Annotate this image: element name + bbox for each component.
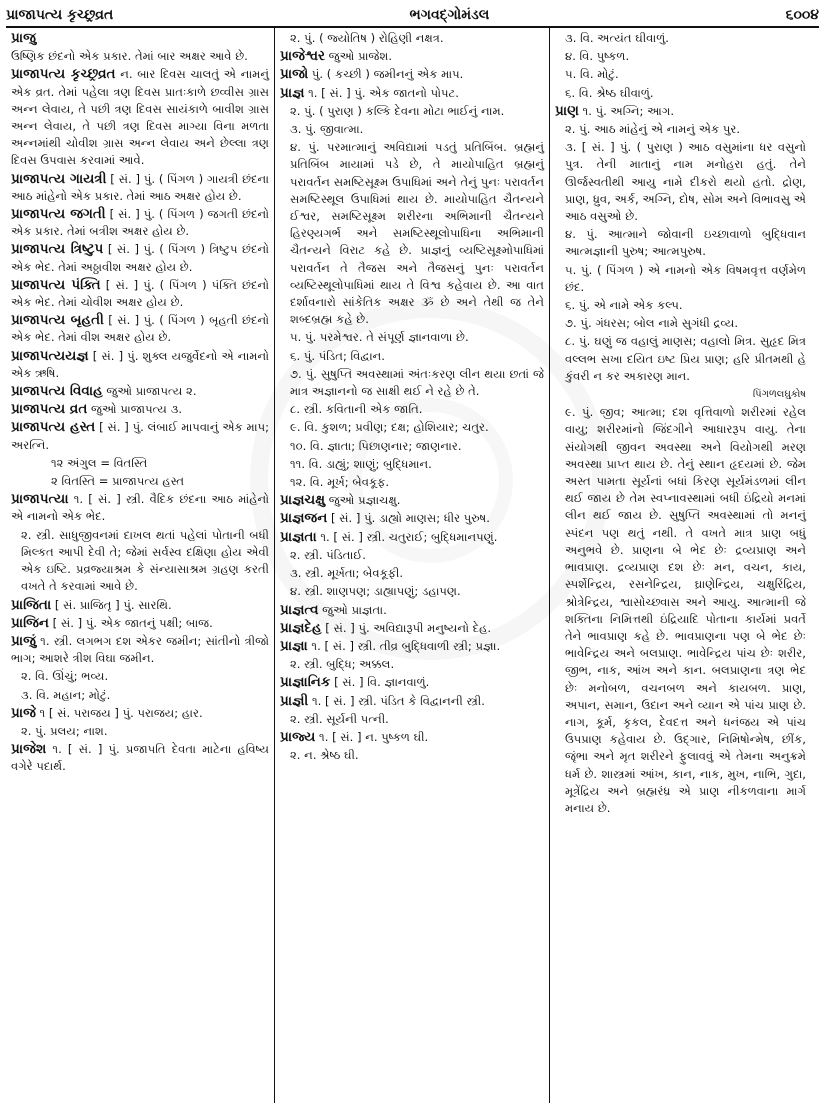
dictionary-entry bbox=[11, 723, 269, 740]
dictionary-entry bbox=[11, 66, 269, 169]
definition-text: ૮. પું. ઘણું જ વહાલું માણસ; વહાલો મિત્ર. સુહૃદ મિત્ર વલ્લભ સખા દયિત ઇષ્ટ પ્રિય પ્રાણ; હરિ પ્રીતમથી હે કુંવરી ન કર અકારણ માન. bbox=[565, 334, 806, 383]
definition-text: ૬. પું. પંડિત; વિદ્વાન. bbox=[290, 348, 385, 363]
dictionary-entry bbox=[555, 297, 806, 314]
dictionary-entry bbox=[11, 241, 269, 275]
dictionary-entry bbox=[280, 529, 544, 546]
headword: પ્રાજ્ઞાનિક bbox=[280, 674, 331, 691]
definition-text: ૩. વિ. મહાન; મોટું. bbox=[21, 687, 111, 702]
definition-text: ૨. પું. ( પુરાણ ) કલ્કિ દેવના મોટા ભાઈનું નામ. bbox=[290, 103, 505, 118]
definition-text: ૩. [ સં. ] પું. ( પુરાણ ) આઠ વસુમાંના ધર વસુનો પુત્ર. તેની માતાનું નામ મનોહરા હતું. તેને ઊર્જસ્વતીથી આયુ નામે દીકરો થયો હતો. દ્રોણ, પ્રાણ, ધ્રુવ, અર્ક, અગ્નિ, દોષ, સોમ અને વિભાવસુ એ આઠ વસુઓ છે. bbox=[565, 140, 806, 224]
headword: પ્રાજાપત્ય વિવાહ bbox=[11, 383, 103, 400]
definition-text: ૬. વિ. શ્રેષ્ઠ ઘીવાળું. bbox=[565, 85, 654, 100]
definition-text: જુઓ પ્રાજેશ. bbox=[328, 49, 393, 64]
dictionary-entry bbox=[280, 48, 544, 65]
headword: પ્રાજુ bbox=[11, 30, 36, 46]
definition-text: ૩. સ્ત્રી. મૂર્ખતા; બેવકૂફી. bbox=[290, 566, 404, 581]
definition-text: ૨. પું. પ્રલય; નાશ. bbox=[21, 723, 108, 738]
headword: પ્રાજ્ઞદેહ bbox=[280, 619, 322, 636]
definition-text: ૨ વિતસ્તિ = પ્રાજાપત્ય હસ્ત bbox=[51, 474, 185, 489]
dictionary-entry bbox=[555, 30, 806, 47]
definition-text: ઉષ્ણિક છંદનો એક પ્રકાર. તેમાં બાર અક્ષર આવે છે. bbox=[11, 49, 248, 64]
dictionary-entry bbox=[11, 348, 269, 382]
definition-text: [ સં. ] પું. ( પિંગળ ) પંક્તિ છંદનો એક ભેદ. તેમાં ચોવીશ અક્ષર હોય છે. bbox=[11, 277, 269, 310]
definition-text: ૧. [ સં. ] સ્ત્રી. તીવ્ર બુદ્ધિવાળી સ્ત્રી; પ્રજ્ઞા. bbox=[311, 638, 501, 653]
headword: પ્રાજ્ઞચક્ષુ bbox=[280, 492, 326, 509]
headword: પ્રાજેશ્વર bbox=[280, 48, 325, 65]
headword: પ્રાજ્ઞજન bbox=[280, 510, 328, 527]
definition-text: ૧. [ સં. ] ન. પુષ્કળ ઘી. bbox=[319, 729, 429, 744]
definition-text: ૫. પું. પરમેશ્વર. તે સંપૂર્ણ જ્ઞાનવાળા છે. bbox=[290, 330, 469, 345]
dictionary-entry bbox=[555, 139, 806, 225]
dictionary-entry bbox=[280, 139, 544, 328]
dictionary-entry bbox=[11, 312, 269, 346]
dictionary-entry bbox=[280, 366, 544, 400]
headword: પ્રાજ્ઞત્વ bbox=[280, 601, 319, 618]
page-number: ૬૦૦૪ bbox=[785, 7, 819, 23]
dictionary-entry bbox=[555, 315, 806, 332]
dictionary-entry bbox=[555, 262, 806, 296]
header-title: ભગવદ્ગોમંડલ bbox=[409, 7, 490, 23]
headword: પ્રાજાપત્ય વ્રત bbox=[11, 401, 88, 418]
dictionary-entry bbox=[11, 383, 269, 400]
dictionary-entry bbox=[555, 85, 806, 102]
dictionary-entry bbox=[11, 473, 269, 490]
headword: પ્રાજાપત્ય ત્રિષ્ટુપ bbox=[11, 241, 104, 258]
definition-text: [ સં. ] પું. ( પિંગળ ) ગાયત્રી છંદના આઠ માંહેનો એક પ્રકાર. તેમાં આઠ અક્ષર હોય છે. bbox=[11, 171, 269, 203]
headword: પ્રાજિન bbox=[11, 614, 49, 631]
definition-text: ૪. પું. આત્માને જોવાની ઇચ્છાવાળો બુદ્ધિવાન આત્મજ્ઞાની પુરુષ; આત્મપુરુષ. bbox=[565, 227, 806, 259]
definition-text: ૨. સ્ત્રી. સાધુજીવનમાં દાખલ થતાં પહેલાં પોતાની બધી મિલ્કત આપી દેવી તે; જેમાં સર્વસ્વ દક્ષિણા હોય એવી એક ઇષ્ટિ. પ્રવ્રજ્યાશ્રમ કે સંન્યાસાશ્રમ ગ્રહણ કરતી વખતે તે કરવામાં આવે છે. bbox=[21, 527, 269, 594]
headword: પ્રાજ્ય bbox=[280, 728, 316, 745]
headword: પ્રાજાપત્ય જગતી bbox=[11, 206, 106, 223]
column-1 bbox=[6, 28, 274, 1103]
definition-text: ૩. વિ. અત્યંત ઘીવાળું. bbox=[565, 31, 669, 45]
dictionary-entry bbox=[280, 329, 544, 346]
definition-text: [ સં. ] પું. ( પિંગળ ) ત્રિષ્ટુપ છંદનો એક ભેદ. તેમાં અઠ્ઠાવીશ અક્ષર હોય છે. bbox=[11, 242, 270, 274]
definition-text: ૬. પું. એ નામે એક કલ્પ. bbox=[565, 298, 683, 313]
headword: પ્રાજિતા bbox=[11, 596, 52, 613]
definition-text: [ સં. ] પું. ( પિંગળ ) બૃહતી છંદનો એક ભેદ. તેમાં વીશ અક્ષર હોય છે. bbox=[11, 313, 270, 345]
definition-text: [ સં. ] વિ. જ્ઞાનવાળું. bbox=[334, 675, 430, 690]
headword: પ્રાજ્ઞતા bbox=[280, 528, 317, 545]
dictionary-entry bbox=[280, 583, 544, 600]
definition-text: ૧ [ સં. પરાજય ] પું. પરાજય; હાર. bbox=[39, 705, 203, 720]
dictionary-entry bbox=[555, 226, 806, 260]
dictionary-entry bbox=[555, 404, 806, 817]
dictionary-entry bbox=[280, 85, 544, 102]
definition-text: [ સં. ] પું. લંબાઈ માપવાનું એક માપ; અરત્નિ. bbox=[11, 420, 269, 452]
columns bbox=[6, 28, 819, 1103]
definition-text: ૧. [ સં. ] સ્ત્રી. પંડિત કે વિદ્વાનની સ્ત્રી. bbox=[311, 693, 485, 708]
headword: પ્રાજાપત્ય પંક્તિ bbox=[11, 276, 101, 293]
headword: પ્રાજેશ bbox=[11, 741, 47, 758]
definition-text: ૧. [ સં. ] પું. એક જાતનો પોપટ. bbox=[308, 85, 459, 100]
dictionary-entry bbox=[280, 510, 544, 527]
column-3 bbox=[550, 28, 811, 1103]
dictionary-entry bbox=[11, 668, 269, 685]
definition-text: ૭. પું. ગંધરસ; બોલ નામે સુગંધી દ્રવ્ય. bbox=[565, 316, 739, 331]
headword: પ્રાજ્ઞી bbox=[280, 692, 309, 709]
definition-text: ૨. સ્ત્રી. બુદ્ધિ; અક્કલ. bbox=[290, 657, 395, 672]
dictionary-entry bbox=[280, 66, 544, 83]
dictionary-entry bbox=[11, 401, 269, 418]
definition-text: ૧. [ સં. ] સ્ત્રી. વૈદિક છંદના આઠ માંહેનો એ નામનો એક ભેદ. bbox=[11, 492, 269, 524]
definition-text: ૧૦. વિ. જ્ઞાતા; પિછાણનાર; જાણનાર. bbox=[290, 438, 462, 453]
dictionary-entry bbox=[280, 602, 544, 619]
definition-text: [ સં. ] પું. શુક્લ યજુર્વેદનો એ નામનો એક ઋષિ. bbox=[11, 348, 270, 380]
dictionary-entry bbox=[555, 66, 806, 83]
headword: પ્રાજાપત્ય કૃચ્છ્રવ્રત bbox=[11, 66, 116, 83]
dictionary-entry bbox=[555, 48, 806, 65]
dictionary-entry bbox=[280, 693, 544, 710]
definition-text: ૧. [ સં. ] સ્ત્રી. ચતુરાઈ; બુદ્ધિમાનપણું. bbox=[320, 529, 498, 544]
dictionary-entry bbox=[11, 687, 269, 704]
dictionary-entry bbox=[11, 705, 269, 722]
definition-text: પિંગળલઘુકોષ bbox=[752, 389, 806, 401]
dictionary-entry bbox=[11, 206, 269, 240]
dictionary-entry bbox=[280, 438, 544, 455]
definition-text: [ સં. ] પું. ડાહ્યો માણસ; ધીર પુરુષ. bbox=[330, 511, 490, 526]
page-header bbox=[6, 4, 819, 28]
dictionary-entry bbox=[280, 121, 544, 138]
definition-text: ૨. પું. આઠ માંહેનું એ નામનું એક પુર. bbox=[565, 122, 741, 137]
definition-text: ૯. પું. જીવ; આત્મા; દશ વૃત્તિવાળો શરીરમાં રહેલ વાયુ; શરીરમાંનો જિંદગીને આધારરૂપ વાયુ. તેના સંયોગથી જીવન અવસ્થા અને વિયોગથી મરણ અવસ્થા પ્રાપ્ત થાય છે. તેનું સ્થાન હૃદયમાં છે. જેમ અસ્ત પામતા સૂર્યનાં બધાં કિરણ સૂર્યમંડળમાં લીન થઈ જાય છે તેમ સ્વપ્નાવસ્થામાં બધી ઇંદ્રિયો મનમાં લીન થઈ જાય છે. સુષુપ્તિ અવસ્થામાં તો મનનું સ્પંદન પણ થતું નથી. તે વખતે માત્ર પ્રાણ બધું અનુભવે છે. પ્રાણના બે ભેદ છેઃ દ્રવ્યપ્રાણ અને ભાવપ્રાણ. દ્રવ્યપ્રાણ દશ છેઃ મન, વચન, કાય, સ્પર્શેન્દ્રિય, રસનેન્દ્રિય, ઘ્રાણેન્દ્રિય, ચક્ષુરિંદ્રિય, શ્રોત્રેન્દ્રિય, શ્વાસોચ્છ્વાસ અને આયુ. આત્માની જે શક્તિના નિમિત્તથી ઇંદ્રિયાદિ પોતાના કાર્યમાં પ્રવર્તે તેને ભાવપ્રાણ કહે છે. ભાવપ્રાણના પણ બે ભેદ છેઃ ભાવેન્દ્રિય અને બલપ્રાણ. ભાવેન્દ્રિય પાંચ છેઃ શરીર, જીભ, નાક, આંખ અને કાન. બલપ્રાણના ત્રણ ભેદ છેઃ મનોબળ, વચનબળ અને કાયબળ. પ્રાણ, અપાન, સમાન, ઉદાન અને વ્યાન એ પાંચ પ્રાણ છે. નાગ, કૂર્મ, કૃકલ, દેવદત્ત અને ધનંજય એ પાંચ ઉપપ્રાણ કહેવાય છે. ઉદ્ગાર, નિમિષોન્મેષ, છીંક, જૃંભા અને મૃત શરીરને ફુલાવવું એ તેમના અનુક્રમે ધર્મ છે. શાસ્ત્રમાં આંખ, કાન, નાક, મુખ, નાભિ, ગુદા, મૂત્રેંદ્રિય અને બ્રહ્મરંધ્ર એ પ્રાણ નીકળવાના માર્ગ મનાય છે. bbox=[565, 405, 806, 815]
headword: પ્રાજાપત્ય ગાયત્રી bbox=[11, 170, 107, 187]
dictionary-entry bbox=[280, 711, 544, 728]
definition-text: [ સં. ] પું. અવિદ્યારૂપી મનુષ્યનો દેહ. bbox=[325, 620, 492, 635]
definition-text: ૩. પું. જીવાત્મા. bbox=[290, 122, 364, 137]
dictionary-entry bbox=[11, 455, 269, 472]
dictionary-entry bbox=[280, 674, 544, 691]
dictionary-entry bbox=[11, 30, 269, 47]
dictionary-entry bbox=[280, 547, 544, 564]
dictionary-entry bbox=[555, 103, 806, 120]
dictionary-entry bbox=[11, 597, 269, 614]
column-2 bbox=[274, 28, 550, 1103]
headword: પ્રાજાપત્ય હસ્ત bbox=[11, 419, 96, 436]
definition-text: ૨. સ્ત્રી. પંડિતાઈ. bbox=[290, 547, 366, 562]
dictionary-entry bbox=[555, 386, 806, 403]
definition-text: ૧૧. વિ. ડાહ્યું; શાણું; બુદ્ધિમાન. bbox=[290, 456, 432, 471]
definition-text: ૪. વિ. પુષ્કળ. bbox=[565, 49, 630, 64]
header-left-guideword: પ્રાજાપત્ય કૃચ્છ્રવ્રત bbox=[6, 7, 114, 23]
dictionary-entry bbox=[280, 638, 544, 655]
headword: પ્રાજ્ઞ bbox=[280, 84, 305, 101]
dictionary-entry bbox=[11, 633, 269, 667]
definition-text: ૧. સ્ત્રી. લગભગ દશ એકર જમીન; સાંતીનો ત્રીજો ભાગ; આશરે ત્રીશ વિઘા જમીન. bbox=[11, 633, 269, 666]
dictionary-entry bbox=[280, 492, 544, 509]
dictionary-entry bbox=[11, 491, 269, 525]
definition-text: ૨. વિ. ઊંચું; ભવ્ય. bbox=[21, 669, 109, 684]
dictionary-entry bbox=[280, 348, 544, 365]
dictionary-entry bbox=[11, 277, 269, 311]
definition-text: ૮. સ્ત્રી. કવિતાની એક જાતિ. bbox=[290, 402, 423, 417]
dictionary-entry bbox=[280, 103, 544, 120]
definition-text: ૧૨ અંગુલ = વિતસ્તિ bbox=[51, 455, 148, 470]
headword: પ્રાણ bbox=[555, 102, 579, 119]
definition-text: ૭. પું. સુષુપ્તિ અવસ્થામાં અંતઃકરણ લીન થયા છતાં જે માત્ર અજ્ઞાનનો જ સાક્ષી થઈ ને રહે છે તે. bbox=[290, 366, 544, 399]
dictionary-entry bbox=[280, 456, 544, 473]
definition-text: ૪. સ્ત્રી. શાણપણ; ડાહ્યાપણું; ડહાપણ. bbox=[290, 584, 461, 599]
dictionary-entry bbox=[280, 565, 544, 582]
definition-text: જુઓ પ્રાજાપત્ય ૩. bbox=[90, 402, 183, 417]
headword: પ્રાજાપત્યા bbox=[11, 491, 69, 508]
dictionary-entry bbox=[280, 419, 544, 436]
definition-text: ૧. પું. અગ્નિ; આગ. bbox=[582, 103, 675, 118]
dictionary-entry bbox=[280, 747, 544, 764]
dictionary-entry bbox=[11, 741, 269, 775]
dictionary-entry bbox=[555, 121, 806, 138]
definition-text: ૨. સ્ત્રી. સૂર્યની પત્ની. bbox=[290, 711, 389, 726]
definition-text: ૫. વિ. મોટું. bbox=[565, 67, 619, 82]
definition-text: પું. ( કચ્છી ) જમીનનું એક માપ. bbox=[311, 67, 464, 82]
dictionary-entry bbox=[280, 729, 544, 746]
dictionary-entry bbox=[280, 656, 544, 673]
dictionary-entry bbox=[280, 401, 544, 418]
dictionary-entry bbox=[280, 30, 544, 47]
definition-text: ૯. વિ. કુશળ; પ્રવીણ; દક્ષ; હોશિયાર; ચતુર. bbox=[290, 420, 489, 435]
definition-text: [ સં. ] પું. એક જાતનું પક્ષી; બાજ. bbox=[52, 615, 213, 630]
headword: પ્રાજ્ઞા bbox=[280, 637, 308, 654]
definition-text: ૨. પું. ( જ્યોતિષ ) રોહિણી નક્ષત્ર. bbox=[290, 31, 444, 45]
dictionary-entry bbox=[280, 474, 544, 491]
definition-text: ૨. ન. શ્રેષ્ઠ ઘી. bbox=[290, 748, 359, 763]
headword: પ્રાજાપત્યયજ્ઞ bbox=[11, 347, 89, 364]
definition-text: [ સં. ] પું. ( પિંગળ ) જગતી છંદનો એક પ્રકાર. તેમાં બત્રીશ અક્ષર હોય છે. bbox=[11, 207, 269, 239]
headword: પ્રાજાપત્ય બૃહતી bbox=[11, 312, 104, 329]
dictionary-entry bbox=[11, 48, 269, 65]
definition-text: ૧. [ સં. ] પું. પ્રજાપતિ દેવતા માટેના હવિષ્ય વગેરે પદાર્થ. bbox=[11, 742, 270, 774]
definition-text: [ સં. પ્રાજિતૃ ] પું. સારથિ. bbox=[54, 597, 172, 612]
dictionary-entry bbox=[11, 419, 269, 453]
dictionary-entry bbox=[555, 333, 806, 385]
definition-text: જુઓ પ્રજ્ઞાચક્ષુ. bbox=[328, 493, 401, 508]
headword: પ્રાજો bbox=[280, 66, 309, 83]
headword: પ્રાજું bbox=[11, 632, 36, 649]
definition-text: જુઓ પ્રાજ્ઞતા. bbox=[322, 602, 387, 617]
dictionary-entry bbox=[11, 527, 269, 596]
definition-text: ૪. પું. પરમાત્માનું અવિદ્યામાં પડતું પ્રતિબિંબ. બ્રહ્મનું પ્રતિબિંબ માયામાં પડે છે, તે માયોપાહિત બ્રહ્મનું પરાવર્તન સમષ્ટિસૂક્ષ્મ ઉપાધિમાં અને તેનું પુનઃ પરાવર્તન સમષ્ટિસ્થૂલ ઉપાધિમાં થાય છે. માયોપાહિત ચૈતન્યને ઈશ્વર, સમષ્ટિસૂક્ષ્મ શરીરના અભિમાની ચૈતન્યને હિરણ્યગર્ભ અને સમષ્ટિસ્થૂલોપાધિના અભિમાની ચૈતન્યને વિરાટ કહે છે. પ્રાજ્ઞનું વ્યષ્ટિસૂક્ષ્મોપાધિમાં પરાવર્તન તે તૈજસ અને તૈજસનું પુનઃ પરાવર્તન વ્યષ્ટિસ્થૂલોપાધિમાં થાય તે વિશ્વ કહેવાય છે. આ વાત દર્શાવનારો સાંકેતિક અક્ષર ૐ છે અને તેથી જ તેને શબ્દબ્રહ્મ કહે છે. bbox=[290, 140, 544, 327]
headword: પ્રાજે bbox=[11, 704, 36, 721]
definition-text: ૧૨. વિ. મૂર્ખ; બેવકૂફ. bbox=[290, 475, 390, 490]
dictionary-entry bbox=[11, 615, 269, 632]
dictionary-entry bbox=[11, 171, 269, 205]
definition-text: જુઓ પ્રાજાપત્ય ૨. bbox=[106, 384, 197, 399]
definition-text: ન. બાર દિવસ ચાલતું એ નામનું એક વ્રત. તેમાં પહેલા ત્રણ દિવસ પ્રાતઃકાળે છવ્વીસ ગ્રાસ અન્ન લેવાય, તે પછી ત્રણ દિવસ સાયંકાળે બાવીશ ગ્રાસ અન્ન લેવાય, તે પછી ત્રણ દિવસ માગ્યા વિના મળતા અન્નમાંથી ચોવીશ ગ્રાસ અન્ન લેવાય અને છેલ્લા ત્રણ દિવસ ઉપવાસ કરવામાં આવે. bbox=[11, 67, 269, 168]
definition-text: ૫. પું. ( પિંગળ ) એ નામનો એક વિષમવૃત્ત વર્ણમેળ છંદ. bbox=[565, 262, 806, 294]
dictionary-entry bbox=[280, 620, 544, 637]
